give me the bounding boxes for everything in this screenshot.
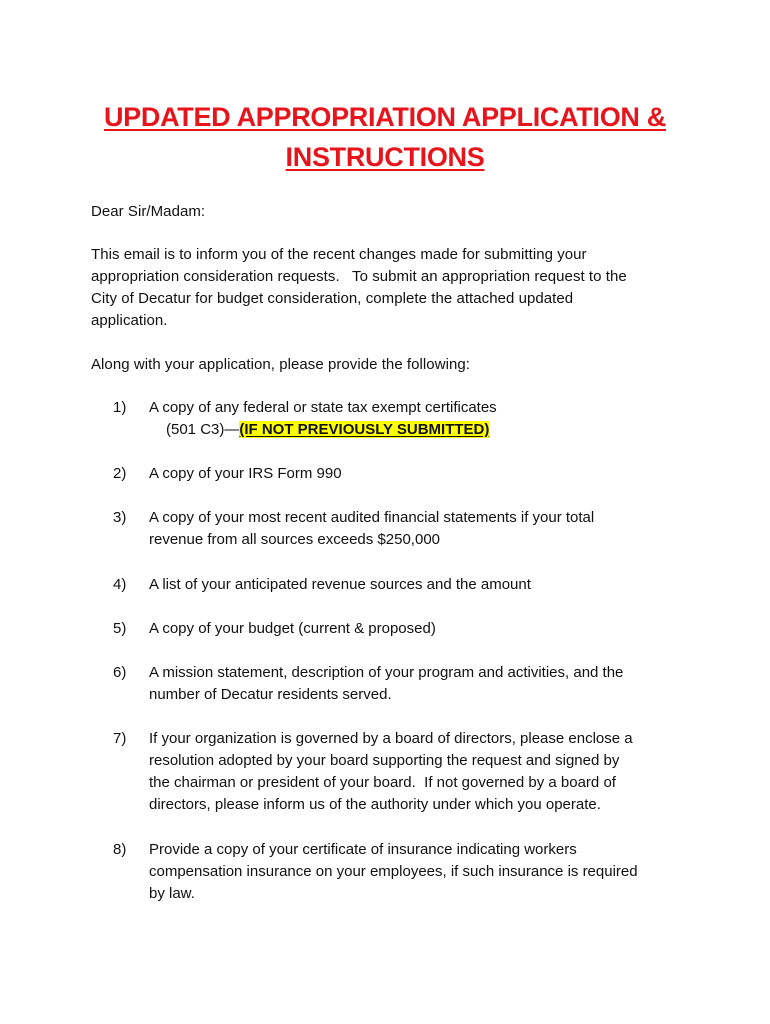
list-item-line: the chairman or president of your board. If not governed by a board of: [149, 774, 616, 791]
intro-line-1: This email is to inform you of the recent changes made for submitting your: [91, 246, 587, 263]
title-line-1: UPDATED APPROPRIATION APPLICATION &: [103, 102, 666, 132]
list-item-line: A copy of your budget (current & proposed): [149, 620, 436, 637]
list-item-text: [149, 463, 689, 485]
title-line-2: INSTRUCTIONS: [285, 142, 485, 172]
certificate-code: (501 C3)—: [166, 421, 240, 438]
list-item-line: number of Decatur residents served.: [149, 686, 392, 703]
list-item-line: [149, 419, 689, 441]
list-item-text: [149, 618, 689, 640]
list-item-number: 7): [113, 730, 127, 747]
list-item-line: directors, please inform us of the authority under which you operate.: [149, 796, 601, 813]
list-item-number: 8): [113, 841, 127, 858]
intro-paragraph: [91, 244, 691, 332]
list-item-number: 4): [113, 576, 127, 593]
list-item-line: by law.: [149, 885, 195, 902]
list-item-text: [149, 574, 689, 596]
list-item-text: [149, 728, 689, 816]
intro-line-3: City of Decatur for budget consideration, complete the attached updated: [91, 290, 574, 307]
salutation: Dear Sir/Madam:: [91, 203, 206, 220]
list-item-line: resolution adopted by your board supporting the request and signed by: [149, 752, 620, 769]
intro-line-4: application.: [91, 312, 168, 329]
previously-submitted-highlight: (IF NOT PREVIOUSLY SUBMITTED): [239, 421, 490, 438]
list-item-line: A mission statement, description of your program and activities, and the: [149, 664, 624, 681]
list-item-text: [149, 507, 689, 551]
list-item-number: 5): [113, 620, 127, 637]
document-title: [60, 97, 710, 177]
list-item-line: A copy of your IRS Form 990: [149, 465, 342, 482]
list-item-line: A list of your anticipated revenue sources and the amount: [149, 576, 531, 593]
list-item-number: 1): [113, 399, 127, 416]
list-item-line: Provide a copy of your certificate of insurance indicating workers: [149, 841, 577, 858]
list-item-number: 3): [113, 509, 127, 526]
list-intro: Along with your application, please provide the following:: [91, 356, 470, 373]
list-item-text: [149, 662, 689, 706]
list-item-number: 6): [113, 664, 127, 681]
list-item-line: revenue from all sources exceeds $250,000: [149, 531, 441, 548]
list-item-text: [149, 397, 689, 441]
list-item-text: [149, 839, 689, 905]
list-item-number: 2): [113, 465, 127, 482]
list-item-line: A copy of your most recent audited financial statements if your total: [149, 509, 595, 526]
list-item-line: compensation insurance on your employees, if such insurance is required: [149, 863, 638, 880]
list-item-line: A copy of any federal or state tax exempt certificates: [149, 399, 497, 416]
list-item-line: If your organization is governed by a board of directors, please enclose a: [149, 730, 633, 747]
intro-line-2: appropriation consideration requests. To submit an appropriation request to the: [91, 268, 627, 285]
